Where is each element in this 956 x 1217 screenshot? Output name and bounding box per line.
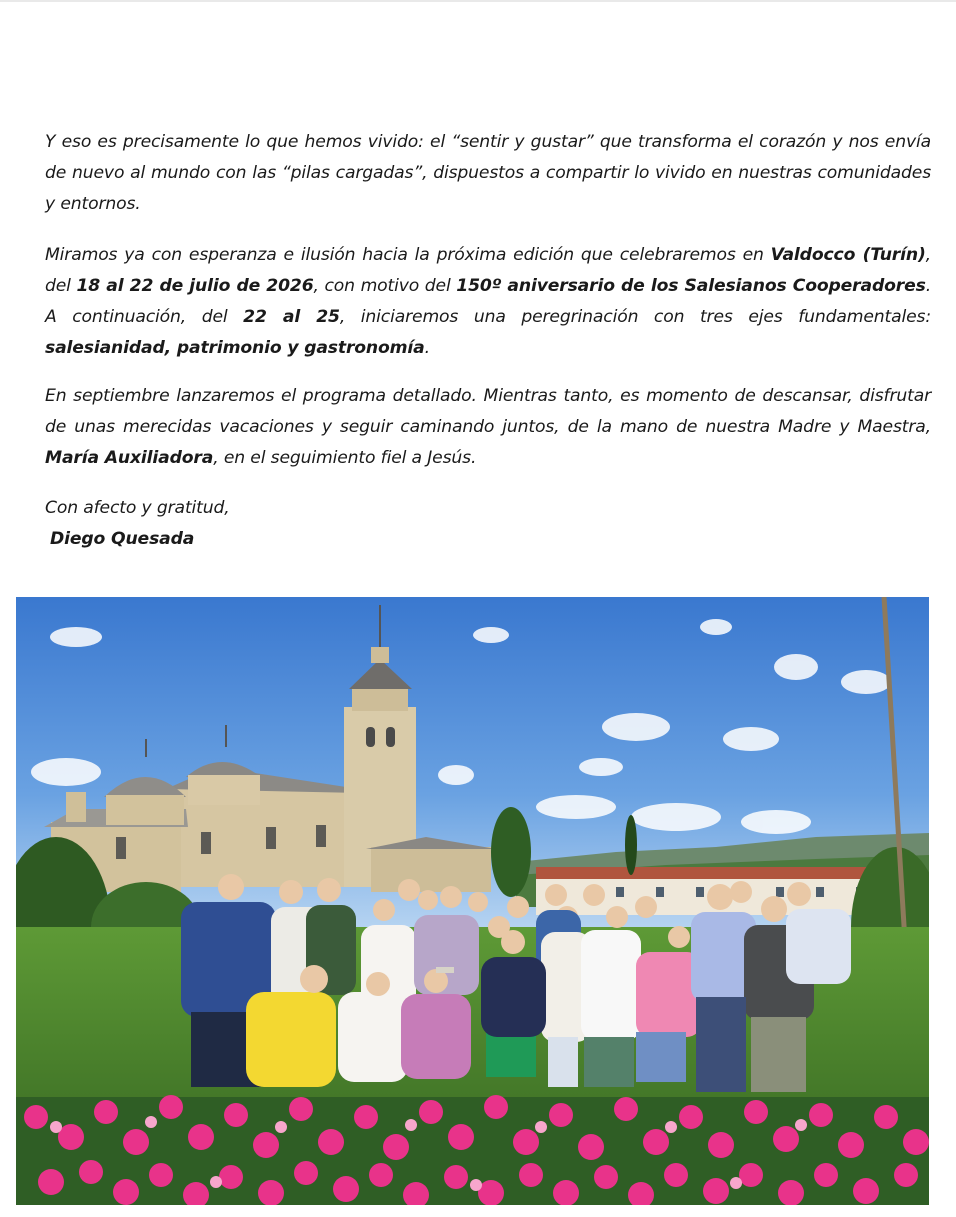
bold-pilgrimage-dates: 22 al 25 [243, 307, 340, 327]
flower-bed [16, 1095, 929, 1205]
paragraph-3-text: En septiembre lanzaremos el programa detallado. Mientras tanto, es momento de descansar, disfrutar de unas merecidas vacaciones y seguir caminando juntos, de la mano de nuestra Madre y Maestra, [45, 386, 931, 437]
bold-anniversary: 150º aniversario de los Salesianos Cooperadores [456, 276, 926, 296]
paragraph-1 [45, 127, 931, 220]
paragraph-2 [45, 240, 931, 364]
bold-maria-auxiliadora: María Auxiliadora [45, 448, 214, 468]
bold-dates: 18 al 22 de julio de 2026 [76, 276, 314, 296]
paragraph-2-text: , con motivo del [313, 276, 457, 296]
bold-valdocco: Valdocco (Turín) [770, 245, 926, 265]
paragraph-2-text: , del [45, 245, 931, 296]
group-photo [16, 597, 929, 1205]
paragraph-3-text: , en el seguimiento fiel a Jesús. [213, 448, 477, 468]
bold-axes: salesianidad, patrimonio y gastronomía [45, 338, 425, 358]
paragraph-3 [45, 381, 931, 474]
top-border [0, 0, 956, 2]
paragraph-2-text: . [424, 338, 430, 358]
paragraph-2-text: , iniciaremos una peregrinación con tres ejes fundamentales: [339, 307, 931, 327]
paragraph-2-text: . A continuación, del [45, 276, 932, 327]
closing-line: Con afecto y gratitud, [45, 498, 230, 518]
paragraph-2-text: Miramos ya con esperanza e ilusión hacia la próxima edición que celebraremos en [45, 245, 771, 265]
signature: Diego Quesada [50, 529, 195, 549]
paragraph-1-text: Y eso es precisamente lo que hemos vivido: el “sentir y gustar” que transforma el corazón y nos envía de nuevo al mundo con las “pilas cargadas”, dispuestos a compartir lo vivido en nuestras comunidades y entornos. [45, 132, 931, 214]
